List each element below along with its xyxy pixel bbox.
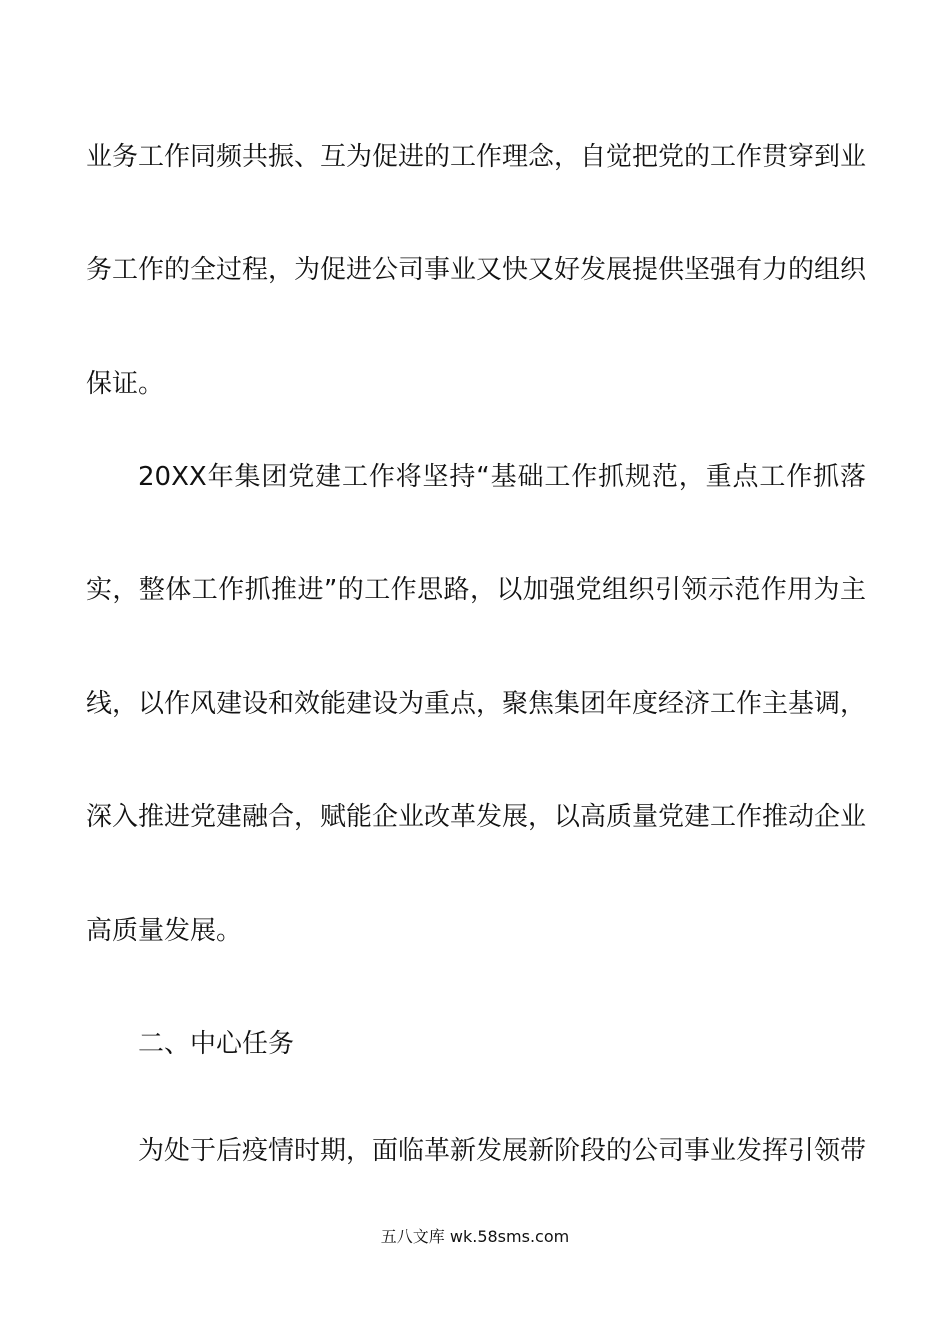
paragraph-line: 务工作的全过程，为促进公司事业又快又好发展提供坚强有力的组织 [86,255,867,285]
paragraph-line: 高质量发展。 [86,916,243,946]
paragraph-line: 线，以作风建设和效能建设为重点，聚焦集团年度经济工作主基调， [86,689,867,719]
paragraph-line: 业务工作同频共振、互为促进的工作理念，自觉把党的工作贯穿到业 [86,142,867,172]
paragraph-line: 为处于后疫情时期，面临革新发展新阶段的公司事业发挥引领带 [138,1136,867,1166]
paragraph-line: 保证。 [86,369,165,399]
footer-watermark: 五八文库 wk.58sms.com [380,1227,570,1246]
paragraph-line: 深入推进党建融合，赋能企业改革发展，以高质量党建工作推动企业 [86,802,867,832]
paragraph-line: 20XX年集团党建工作将坚持“基础工作抓规范，重点工作抓落 [138,462,866,492]
section-heading: 二、中心任务 [138,1029,295,1059]
paragraph-line: 实，整体工作抓推进”的工作思路，以加强党组织引领示范作用为主 [86,575,866,605]
